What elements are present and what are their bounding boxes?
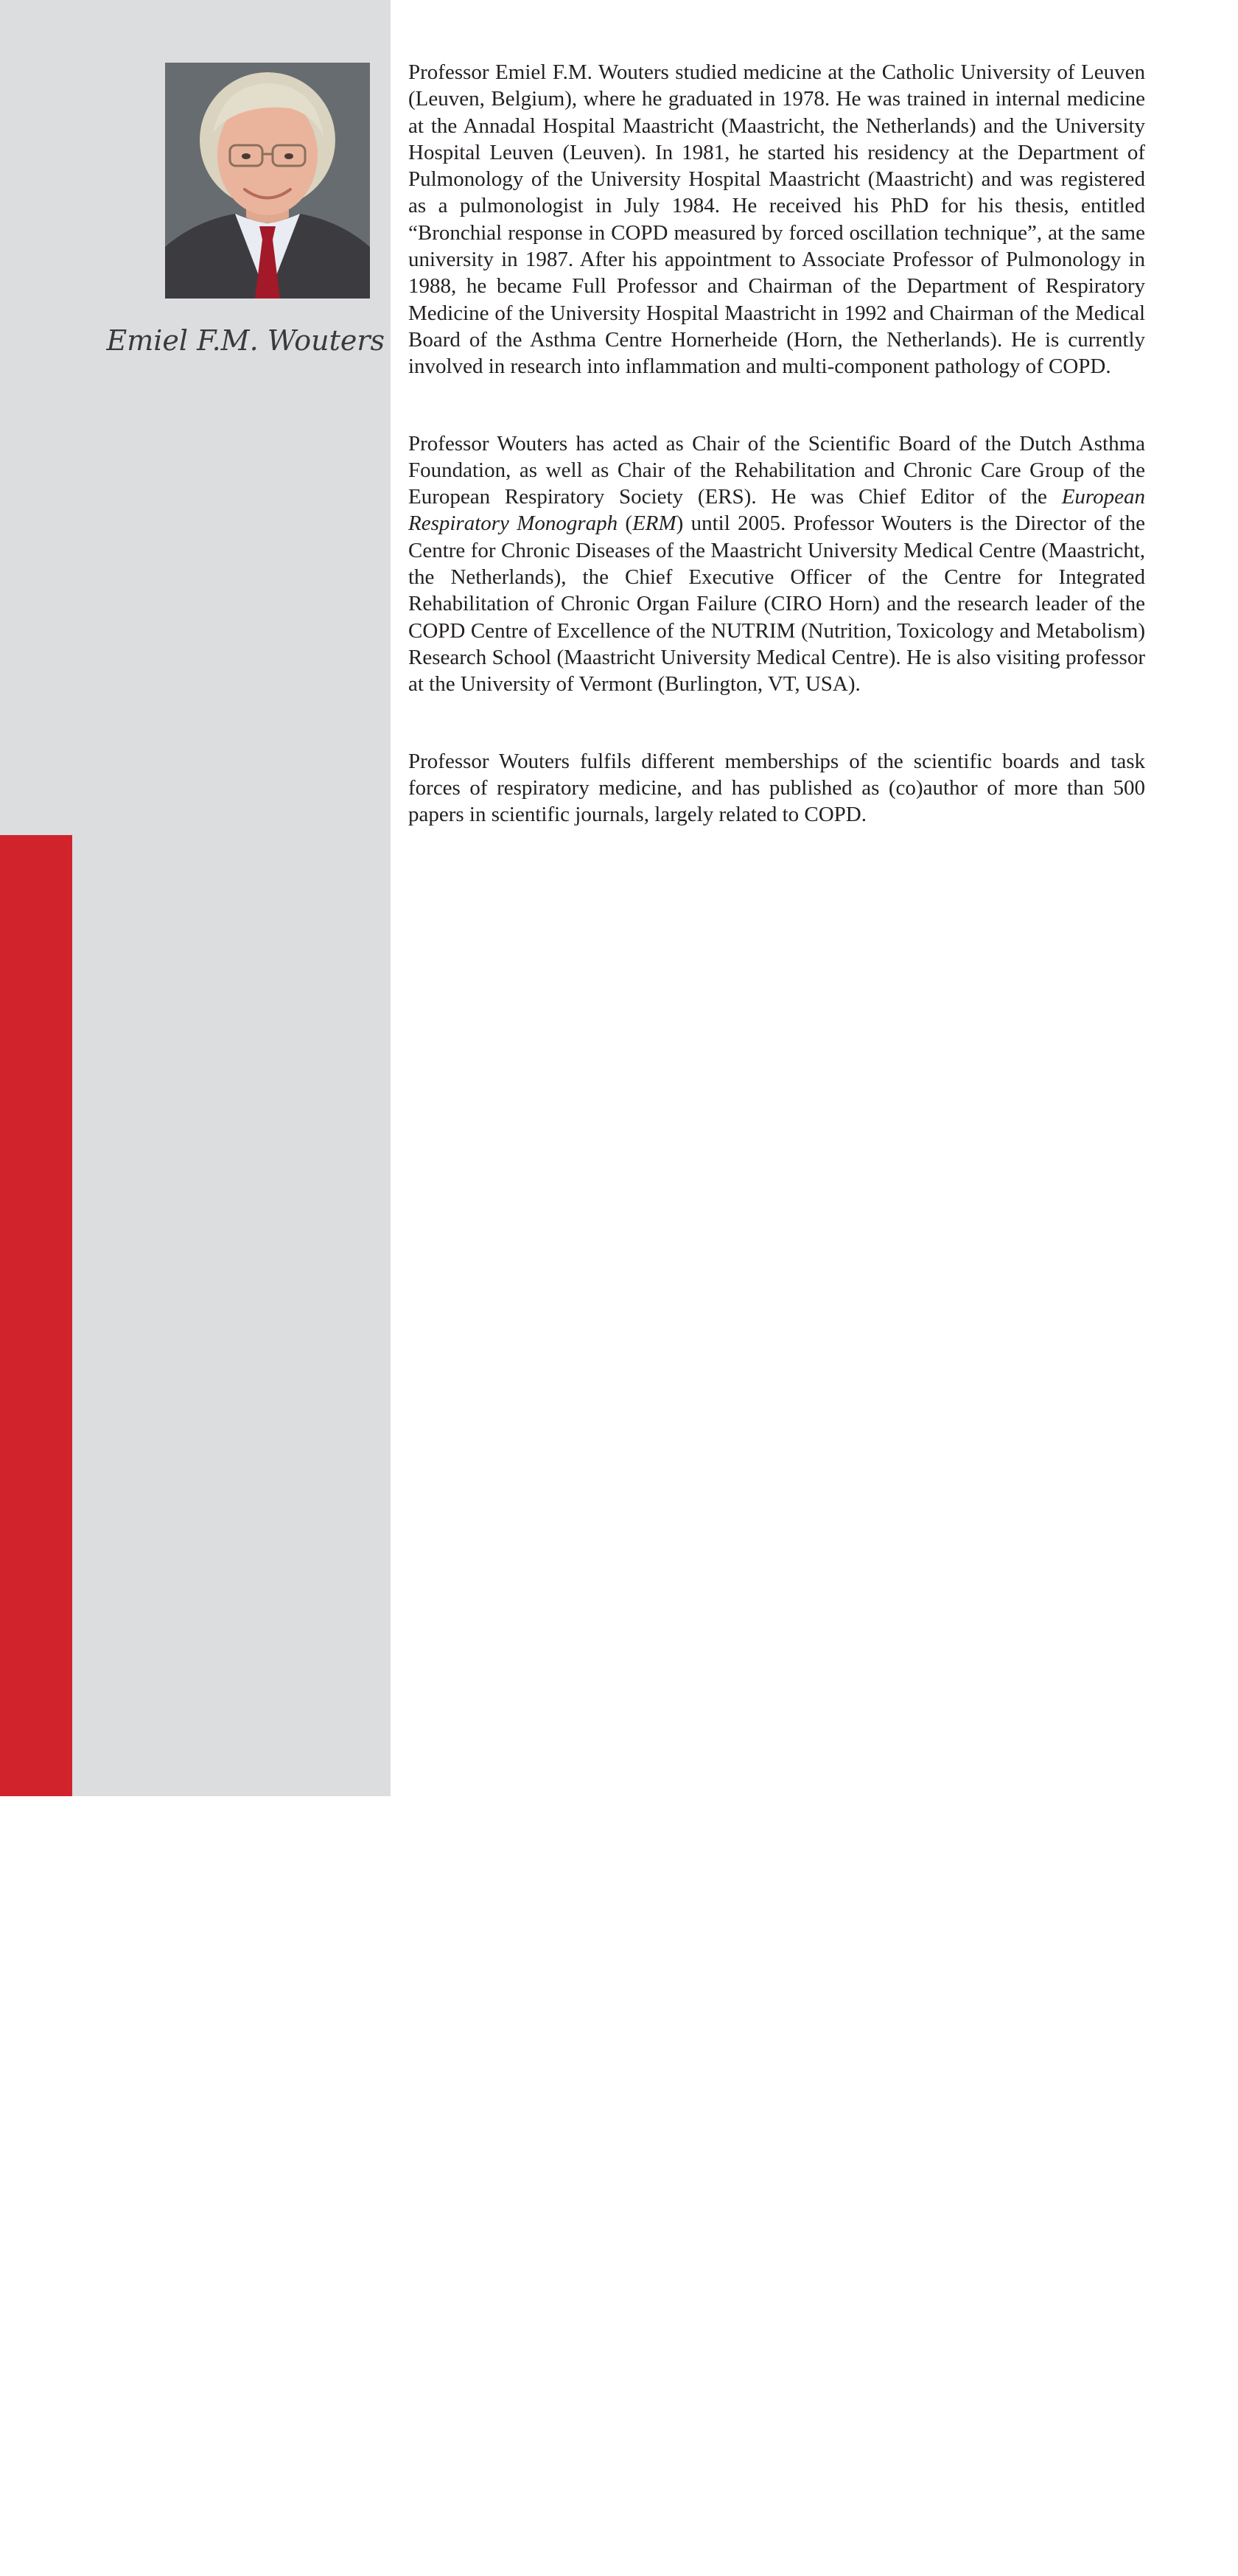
- author-portrait: [165, 63, 370, 299]
- author-name: Emiel F.M. Wouters: [106, 324, 385, 357]
- paren-open: (: [618, 512, 633, 536]
- red-accent-bar: [0, 835, 72, 2576]
- journal-title: European Respiratory Monograph: [408, 485, 1145, 536]
- bio-paragraph-1: Professor Emiel F.M. Wouters studied medicine at the Catholic University of Leuven (Leuven, Belgium), where he graduated in 1978. He was trained in internal medicine at the Annadal Hospital Maastricht (Maastricht, the Netherlands) and the University Hospital Leuven (Leuven). In 1981, he started his residency at the Department of Pulmonology of the University Hospital Maastricht (Maastricht) and was registered as a pulmonologist in July 1984. He received his PhD for his thesis, entitled “Bronchial response in COPD measured by forced oscillation technique”, at the same university in 1987. After his appointment to Associate Professor of Pulmonology in 1988, he became Full Professor and Chairman of the Department of Respiratory Medicine of the University Hospital Maastricht in 1992 and Chairman of the Medical Board of the Asthma Centre Hornerheide (Horn, the Netherlands). He is currently involved in research into inflammation and multi-component pathology of COPD.: [408, 60, 1145, 379]
- bio-paragraph-2-rest: ) until 2005. Professor Wouters is the Director of the Centre for Chronic Diseases of the Maastricht University Medical Centre (Maastricht, the Netherlands), the Chief Executive Officer of the Centre for Integrated Rehabilitation of Chronic Organ Failure (CIRO Horn) and the research leader of the COPD Centre of Excellence of the NUTRIM (Nutrition, Toxicology and Metabolism) Research School (Maastricht University Medical Centre). He is also visiting professor at the University of Vermont (Burlington, VT, USA).: [408, 512, 1145, 697]
- page-number: viii: [42, 2530, 71, 2576]
- biography: [408, 59, 1145, 828]
- bio-paragraph-2: [408, 430, 1145, 698]
- journal-abbreviation: ERM: [632, 512, 676, 536]
- bio-paragraph-2-text: Professor Wouters has acted as Chair of the Scientific Board of the Dutch Asthma Foundation, as well as Chair of the Rehabilitation and Chronic Care Group of the European Respiratory Society (ERS). He was Chief Editor of the: [408, 431, 1145, 509]
- portrait-illustration: [165, 63, 370, 299]
- bio-paragraph-3: Professor Wouters fulfils different memberships of the scientific boards and task forces of respiratory medicine, and has published as (co)author of more than 500 papers in scientific journals, largely related to COPD.: [408, 749, 1145, 827]
